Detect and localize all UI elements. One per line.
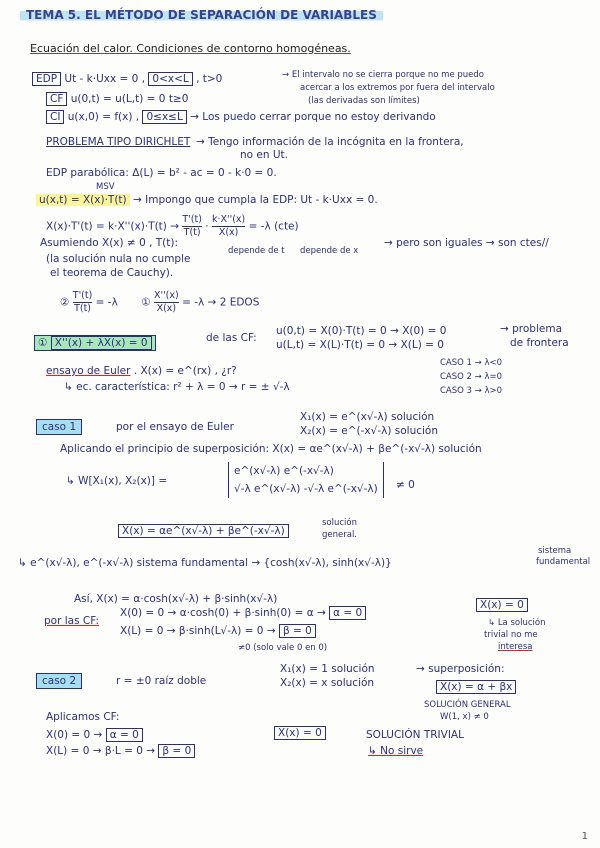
case2-wronskian-note: W(1, x) ≠ 0 <box>440 712 489 722</box>
ci-label: CI <box>46 110 64 124</box>
equal-note: → pero son iguales → son ctes// <box>384 237 549 249</box>
caso-3-note: CASO 3 → λ>0 <box>440 386 503 396</box>
separation-lhs: X(x)·T'(t) = k·X''(x)·T(t) → <box>46 220 180 233</box>
case1-trivial: X(x) = 0 <box>476 598 528 612</box>
fraction-t-num: T'(t) <box>182 214 202 225</box>
euler-equation: . X(x) = e^(rx) , ¿r? <box>133 365 237 377</box>
edp-time: , t>0 <box>196 73 223 85</box>
wronskian-row-2: √-λ e^(x√-λ) -√-λ e^(-x√-λ) <box>234 483 378 495</box>
case2-trivial: X(x) = 0 <box>274 726 326 740</box>
eq2-rhs: = -λ <box>95 296 118 309</box>
fraction-t-eq: · <box>205 220 209 233</box>
wronskian-row-1: e^(x√-λ) e^(-x√-λ) <box>234 465 334 477</box>
general-note-2: general. <box>322 530 358 540</box>
case2-cf-b: X(L) = 0 → β·L = 0 → <box>46 745 156 757</box>
ode1-cf-1: u(0,t) = X(0)·T(t) = 0 → X(0) = 0 <box>276 325 447 337</box>
case2-tag <box>36 674 82 688</box>
case1-cf-a: X(0) = 0 → α·cosh(0) + β·sinh(0) = α → <box>120 607 326 619</box>
euler-line <box>46 364 237 378</box>
case2-sol-1: X₁(x) = 1 solución <box>280 663 375 675</box>
caso-1-note: CASO 1 → λ<0 <box>440 358 503 368</box>
ode1-number: ① <box>38 337 48 349</box>
page-number: 1 <box>581 831 588 842</box>
section-subtitle: Ecuación del calor. Condiciones de contorno homogéneas. <box>30 42 351 55</box>
trivial-note-2: trivial no me <box>484 630 538 640</box>
edp-note-2: acercar a los extremos por fuera del intervalo <box>300 83 495 93</box>
ansatz-equation: u(x,t) = X(x)·T(t) <box>36 194 130 206</box>
ode1-cf-note-1: → problema <box>500 323 563 335</box>
case1-por-cf: por las CF: <box>44 615 99 627</box>
cf-label: CF <box>46 92 67 106</box>
edp-equation: Ut - k·Uxx = 0 , <box>64 73 146 85</box>
case1-tag <box>36 420 82 434</box>
case1-cf-a-line <box>120 606 366 620</box>
ode1-cf-note-2: de frontera <box>510 337 569 349</box>
fraction-x-eq: = -λ (cte) <box>248 220 299 233</box>
dirichlet-label: PROBLEMA TIPO DIRICHLET <box>46 136 191 148</box>
wronskian-matrix <box>228 462 384 498</box>
trivial-note-1: ↳ La solución <box>488 618 546 628</box>
assume-line-3: el teorema de Cauchy). <box>50 267 174 279</box>
dirichlet-note-2: no en Ut. <box>240 149 289 161</box>
eq1-label: ① <box>141 296 151 309</box>
edp-domain: 0<x<L <box>148 72 192 86</box>
fraction-t <box>182 214 202 239</box>
trivial-note-3: interesa <box>498 642 533 652</box>
ode1-cf-2: u(L,t) = X(L)·T(t) = 0 → X(L) = 0 <box>276 339 444 351</box>
case2-superposition: → superposición: <box>416 663 505 675</box>
case2-no-sirve: ↳ No sirve <box>368 745 424 757</box>
depends-t-note: depende de t <box>228 246 285 256</box>
case2-general-note: SOLUCIÓN GENERAL <box>424 700 511 710</box>
char-equation: ↳ ec. característica: r² + λ = 0 → r = ± √-λ <box>64 381 290 393</box>
eq1-fraction <box>154 290 179 315</box>
euler-label: ensayo de Euler <box>46 365 131 377</box>
page-title: TEMA 5. EL MÉTODO DE SEPARACIÓN DE VARIABLES <box>20 8 383 22</box>
fraction-t-den: T(t) <box>183 227 201 238</box>
cf-line <box>46 92 188 106</box>
fundamental-note-2: fundamental <box>536 557 591 567</box>
eq2-fraction <box>73 290 93 315</box>
ode1-equation: X''(x) + λX(x) = 0 <box>51 336 152 350</box>
wronskian-label: ↳ W[X₁(x), X₂(x)] = <box>66 475 168 487</box>
parabolic-line: EDP parabólica: Δ(L) = b² - ac = 0 - k·0 = 0. <box>46 167 277 179</box>
case2-general-line <box>436 680 516 694</box>
case1-asi: Así, X(x) = α·cosh(x√-λ) + β·sinh(x√-λ) <box>74 593 278 605</box>
dirichlet-note-1: → Tengo información de la incógnita en la frontera, <box>196 136 464 148</box>
case1-cf-b-line <box>120 624 316 638</box>
case1-label: caso 1 <box>36 419 82 435</box>
case2-apply: Aplicamos CF: <box>46 711 120 723</box>
case1-euler: por el ensayo de Euler <box>116 421 234 433</box>
assume-line-1: Asumiendo X(x) ≠ 0 , T(t): <box>40 237 179 249</box>
case2-general-solution: X(x) = α + βx <box>436 680 516 694</box>
depends-x-note: depende de x <box>300 246 359 256</box>
fundamental-system: ↳ e^(x√-λ), e^(-x√-λ) sistema fundamental → {cosh(x√-λ), sinh(x√-λ)} <box>18 557 392 569</box>
fraction-x-den: X(x) <box>218 227 239 238</box>
eq1-rhs: = -λ → 2 EDOS <box>182 296 260 309</box>
case1-sol-1: X₁(x) = e^(x√-λ) solución <box>300 411 435 423</box>
caso-2-note: CASO 2 → λ=0 <box>440 372 503 382</box>
case2-beta-zero: β = 0 <box>158 744 195 758</box>
fraction-x-num: k·X''(x) <box>211 214 246 225</box>
case1-general-line <box>118 524 289 538</box>
eq1-den: X(x) <box>156 303 177 314</box>
case1-beta-zero: β = 0 <box>279 624 316 638</box>
case2-sol-2: X₂(x) = x solución <box>280 677 375 689</box>
eq2-den: T(t) <box>74 303 92 314</box>
case1-trivial-line <box>476 598 528 612</box>
eq1-num: X''(x) <box>153 290 179 301</box>
case2-cf-a-line <box>46 728 143 742</box>
eq2-label: ② <box>60 296 70 309</box>
eq2-num: T'(t) <box>72 290 93 301</box>
case1-sol-2: X₂(x) = e^(-x√-λ) solución <box>300 425 439 437</box>
case2-root: r = ±0 raíz doble <box>116 675 207 687</box>
case1-cf-b: X(L) = 0 → β·sinh(L√-λ) = 0 → <box>120 625 276 637</box>
case1-alpha-zero: α = 0 <box>329 606 366 620</box>
edp-label: EDP <box>32 72 61 86</box>
impose-note: → Impongo que cumpla la EDP: Ut - k·Uxx = 0. <box>133 194 378 206</box>
ansatz-line <box>36 193 378 207</box>
case2-label: caso 2 <box>36 673 82 689</box>
edp-note-3: (las derivadas son límites) <box>308 96 420 106</box>
case2-cf-b-line <box>46 744 195 758</box>
fundamental-note-1: sistema <box>538 546 572 556</box>
ode-split-line <box>60 290 259 315</box>
ci-note: → Los puedo cerrar porque no estoy derivando <box>190 111 436 123</box>
case2-alpha-zero: α = 0 <box>106 728 143 742</box>
wronskian-nonzero: ≠ 0 <box>396 479 415 491</box>
cf-equation: u(0,t) = u(L,t) = 0 t≥0 <box>70 93 189 105</box>
ci-equation: u(x,0) = f(x) , <box>67 111 140 123</box>
case2-cf-a: X(0) = 0 → <box>46 729 103 741</box>
general-note-1: solución <box>322 518 358 528</box>
edp-line <box>32 72 222 86</box>
ci-domain: 0≤x≤L <box>142 110 186 124</box>
assume-line-2: (la solución nula no cumple <box>46 253 191 265</box>
edp-note-1: → El intervalo no se cierra porque no me puedo <box>282 70 484 80</box>
case1-general-solution: X(x) = αe^(x√-λ) + βe^(-x√-λ) <box>118 524 289 538</box>
fraction-x <box>212 214 245 239</box>
case1-superposition: Aplicando el principio de superposición: X(x) = αe^(x√-λ) + βe^(-x√-λ) solución <box>60 443 482 455</box>
case1-cf-b-note: ≠0 (solo vale 0 en 0) <box>238 643 328 653</box>
case2-trivial-note: SOLUCIÓN TRIVIAL <box>366 729 464 741</box>
case2-trivial-line <box>274 726 326 740</box>
ode1-cf-label: de las CF: <box>206 332 257 344</box>
ode1-equation-box <box>34 335 156 351</box>
msv-label: MSV <box>96 182 115 192</box>
ode1-line <box>34 336 156 350</box>
ci-line <box>46 110 436 124</box>
